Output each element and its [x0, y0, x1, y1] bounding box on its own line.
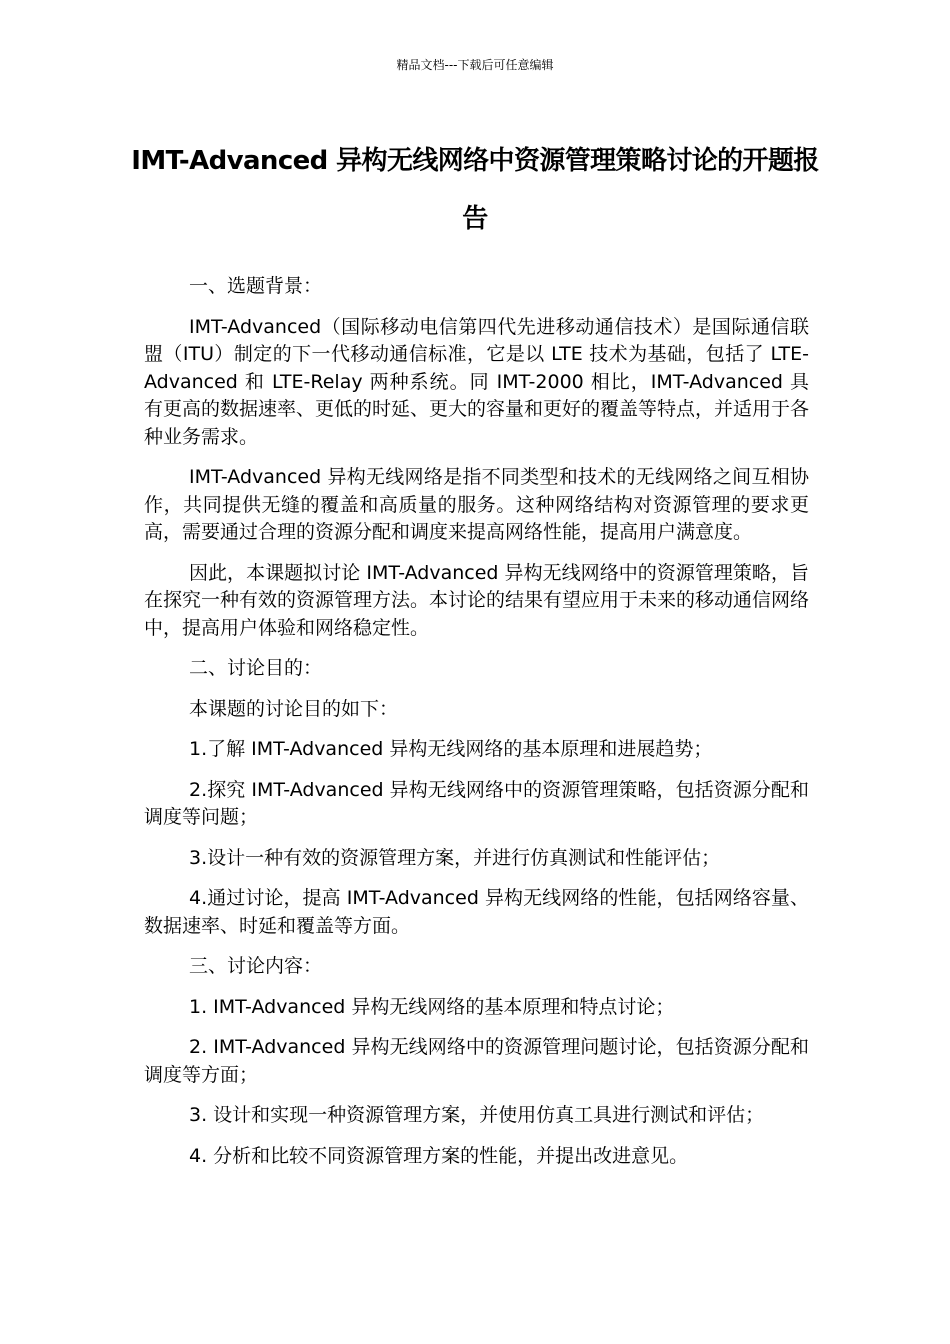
- section-heading-purpose: 二、讨论目的：: [189, 657, 323, 679]
- document-body: [144, 273, 809, 1183]
- paragraph: 因此，本课题拟讨论 IMT-Advanced 异构无线网络中的资源管理策略，旨在探究一种有效的资源管理方法。本讨论的结果有望应用于未来的移动通信网络中，提高用户体验和网络稳定性。: [144, 561, 810, 639]
- paragraph: IMT-Advanced（国际移动电信第四代先进移动通信技术）是国际通信联盟（ITU）制定的下一代移动通信标准，它是以 LTE 技术为基础，包括了 LTE-Advanced 和 LTE-Relay 两种系统。同 IMT-2000 相比，IMT-Advanced 具有更高的数据速率、更低的时延、更大的容量和更好的覆盖等特点，并适用于各种业务需求。: [144, 315, 810, 448]
- list-item: 3. 设计和实现一种资源管理方案，并使用仿真工具进行测试和评估；: [189, 1104, 765, 1126]
- paragraph: 本课题的讨论目的如下：: [189, 697, 399, 720]
- list-item: 2.探究 IMT-Advanced 异构无线网络中的资源管理策略，包括资源分配和调度等问题；: [144, 778, 809, 828]
- section-heading-background: 一、选题背景：: [189, 275, 323, 297]
- paragraph: IMT-Advanced 异构无线网络是指不同类型和技术的无线网络之间互相协作，共同提供无缝的覆盖和高质量的服务。这种网络结构对资源管理的要求更高，需要通过合理的资源分配和调度来提高网络性能，提高用户满意度。: [144, 466, 809, 543]
- list-item: 3.设计一种有效的资源管理方案，并进行仿真测试和性能评估；: [189, 846, 721, 869]
- list-item: 2. IMT-Advanced 异构无线网络中的资源管理问题讨论，包括资源分配和调度等方面；: [144, 1036, 809, 1086]
- list-item: 1.了解 IMT-Advanced 异构无线网络的基本原理和进展趋势；: [189, 738, 713, 760]
- list-item: 4.通过讨论，提高 IMT-Advanced 异构无线网络的性能，包括网络容量、数据速率、时延和覆盖等方面。: [144, 887, 809, 937]
- page-header: 精品文档---下载后可任意编辑: [396, 58, 554, 72]
- document-title: IMT-Advanced 异构无线网络中资源管理策略讨论的开题报告: [131, 146, 819, 234]
- list-item: 4. 分析和比较不同资源管理方案的性能，并提出改进意见。: [189, 1144, 689, 1167]
- section-heading-content: 三、讨论内容：: [189, 955, 323, 977]
- list-item: 1. IMT-Advanced 异构无线网络的基本原理和特点讨论；: [189, 995, 675, 1018]
